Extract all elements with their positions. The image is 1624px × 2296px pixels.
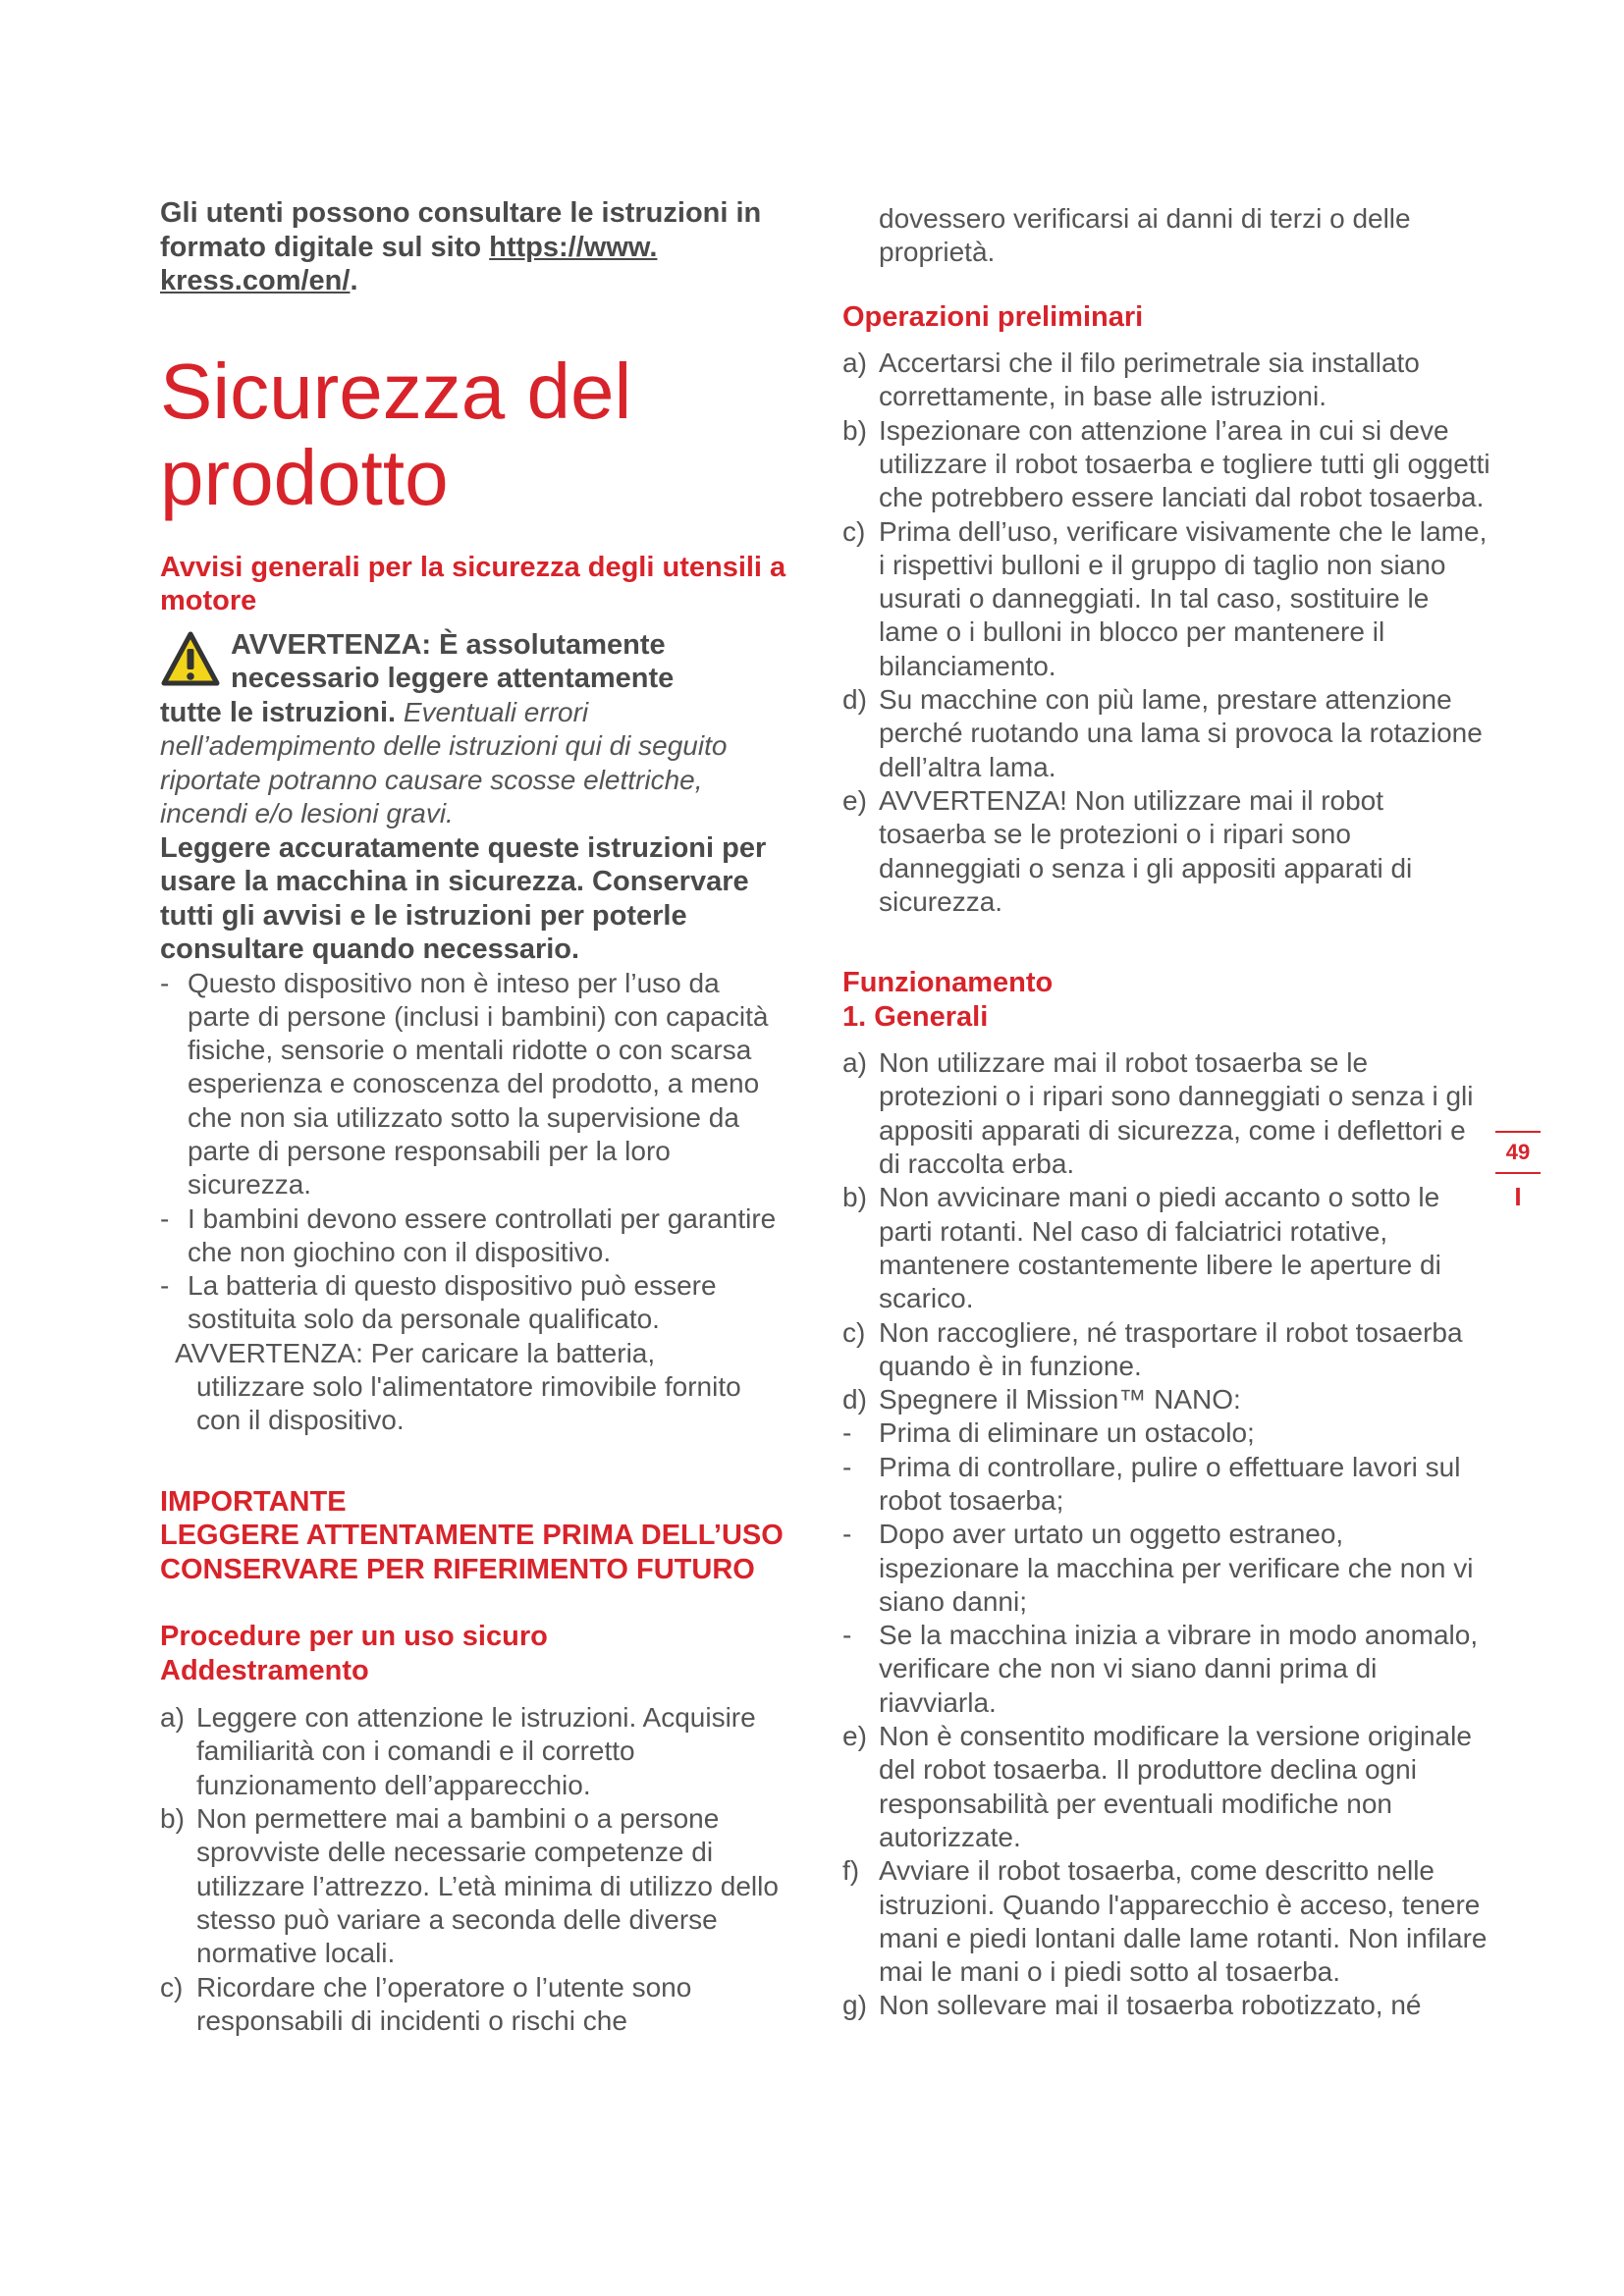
dash-list <box>160 967 788 1337</box>
operation-item: g) Non sollevare mai il tosaerba robotizzato, né <box>842 1990 1422 2021</box>
warning-italic-text: Eventuali errori nell’adempimento delle istruzioni qui di seguito riportate potranno causare scosse elettriche, incendi e/o lesioni gravi. <box>160 696 728 828</box>
operation-item: b) Non avvicinare mani o piedi accanto o sotto le parti rotanti. Nel caso di falciatrici rotative, mantenere costantemente libere le aperture di scarico. <box>842 1182 1441 1314</box>
bold-instructions: Leggere accuratamente queste istruzioni per usare la macchina in sicurezza. Conservare tutti gli avvisi e le istruzioni per poterle consultare quando necessario. <box>160 831 767 965</box>
operation-item: c) Non raccogliere, né trasportare il robot tosaerba quando è in funzione. <box>842 1316 1463 1381</box>
dash-item: - Questo dispositivo non è inteso per l’uso da parte di persone (inclusi i bambini) con capacità fisiche, sensorie o mentali ridotte o con scarsa esperienza e conoscenza del prodotto, a meno che non sia utilizzato sotto la supervisione da parte di persone responsabili per la loro sicurezza. <box>160 967 769 1201</box>
operation-subitem: - Se la macchina inizia a vibrare in modo anomalo, verificare che non vi siano danni prima di riavviarla. <box>842 1620 1479 1718</box>
preliminary-item: a) Accertarsi che il filo perimetrale sia installato correttamente, in base alle istruzioni. <box>842 347 1420 412</box>
operation-item: f) Avviare il robot tosaerba, come descritto nelle istruzioni. Quando l'apparecchio è acceso, tenere mani e piedi lontani dalle lame rotanti. Non infilare mai le mani o i piedi sotto al tosaerba. <box>842 1855 1488 1988</box>
training-list <box>160 1701 788 2038</box>
right-column <box>842 202 1490 2023</box>
page-title <box>160 348 788 521</box>
heading-general: 1. Generali <box>842 1000 989 1033</box>
preliminary-item: c) Prima dell’uso, verificare visivamente che le lame, i rispettivi bulloni e il gruppo di taglio non siano usurati o danneggiati. In tal caso, sostituire le lame o i bulloni in blocco per mantenere il bilanciamento. <box>842 515 1488 681</box>
training-item: c) Ricordare che l’operatore o l’utente sono responsabili di incidenti o rischi che <box>160 1971 692 2036</box>
operation-subitem: - Prima di eliminare un ostacolo; <box>842 1417 1255 1449</box>
kress-link[interactable]: https://www. kress.com/en/ <box>160 231 658 296</box>
dash-item: - La batteria di questo dispositivo può essere sostituita solo da personale qualificato. <box>160 1270 717 1335</box>
important-read: LEGGERE ATTENTAMENTE PRIMA DELL’USO <box>160 1520 784 1552</box>
language-marker: I <box>1514 1182 1522 1211</box>
operation-item: e) Non è consentito modificare la versione originale del robot tosaerba. Il produttore declina ogni responsabilità per eventuali modifiche non autorizzate. <box>842 1721 1472 1852</box>
heading-general-safety: Avvisi generali per la sicurezza degli utensili a motore <box>160 551 786 616</box>
battery-warning-note <box>160 1337 788 1438</box>
warning-line-1: AVVERTENZA: È assolutamente <box>231 628 666 661</box>
operation-subitem: - Dopo aver urtato un oggetto estraneo, ispezionare la macchina per verificare che non vi siano danni; <box>842 1519 1474 1617</box>
operation-item: d) Spegnere il Mission™ NANO: <box>842 1384 1241 1415</box>
operation-subitem: - Prima di controllare, pulire o effettuare lavori sul robot tosaerba; <box>842 1451 1461 1516</box>
preliminary-list <box>842 347 1490 919</box>
continuation-text: dovessero verificarsi ai danni di terzi o delle proprietà. <box>879 203 1411 268</box>
training-item: b) Non permettere mai a bambini o a persone sprovviste delle necessarie competenze di utilizzare l’attrezzo. L’età minima di utilizzo dello stesso può variare a seconda delle diverse normative locali. <box>160 1803 779 1969</box>
battery-warning-first: AVVERTENZA: Per caricare la batteria, <box>175 1337 656 1368</box>
preliminary-item: b) Ispezionare con attenzione l’area in cui si deve utilizzare il robot tosaerba e togliere tutti gli oggetti che potrebbero essere lanciati dal robot tosaerba. <box>842 414 1490 513</box>
battery-warning-rest: utilizzare solo l'alimentatore rimovibile fornito con il dispositivo. <box>196 1371 741 1436</box>
important-block <box>160 1485 788 1587</box>
intro-end: . <box>350 265 358 296</box>
heading-preliminary: Operazioni preliminari <box>842 300 1144 333</box>
preliminary-item: e) AVVERTENZA! Non utilizzare mai il robot tosaerba se le protezioni o i ripari sono danneggiati o senza i gli appositi apparati di sicurezza. <box>842 784 1413 917</box>
operation-list <box>842 1046 1490 2023</box>
warning-continuation <box>160 696 788 831</box>
intro-paragraph <box>160 196 788 298</box>
warning-line-3: tutte le istruzioni. <box>160 696 397 728</box>
operation-item: a) Non utilizzare mai il robot tosaerba se le protezioni o i ripari sono danneggiati o senza i gli appositi apparati di sicurezza, come i deflettori e di raccolta erba. <box>842 1047 1474 1180</box>
preliminary-item: d) Su macchine con più lame, prestare attenzione perché ruotando una lama si provoca la rotazione dell’altra lama. <box>842 684 1483 782</box>
warning-triangle-icon <box>160 630 221 689</box>
important-label: IMPORTANTE <box>160 1485 347 1518</box>
training-item: a) Leggere con attenzione le istruzioni. Acquisire familiarità con i comandi e il corretto funzionamento dell’apparecchio. <box>160 1702 756 1800</box>
heading-operation: Funzionamento <box>842 967 1054 999</box>
intro-text: Gli utenti possono consultare le istruzioni in formato digitale sul sito <box>160 197 762 263</box>
title-line-1: Sicurezza del <box>160 347 632 435</box>
warning-block <box>160 628 788 831</box>
title-line-2: prodotto <box>160 433 449 521</box>
left-column <box>160 196 788 2038</box>
page-divider-bottom <box>1495 1172 1541 1174</box>
important-keep: CONSERVARE PER RIFERIMENTO FUTURO <box>160 1553 755 1585</box>
page-number: 49 <box>1505 1140 1531 1164</box>
heading-procedures: Procedure per un uso sicuro <box>160 1621 548 1653</box>
page-marker <box>1495 1131 1541 1212</box>
heading-training: Addestramento <box>160 1654 369 1686</box>
warning-line-2: necessario leggere attentamente <box>231 663 675 694</box>
dash-item: - I bambini devono essere controllati per garantire che non giochino con il dispositivo. <box>160 1202 777 1267</box>
